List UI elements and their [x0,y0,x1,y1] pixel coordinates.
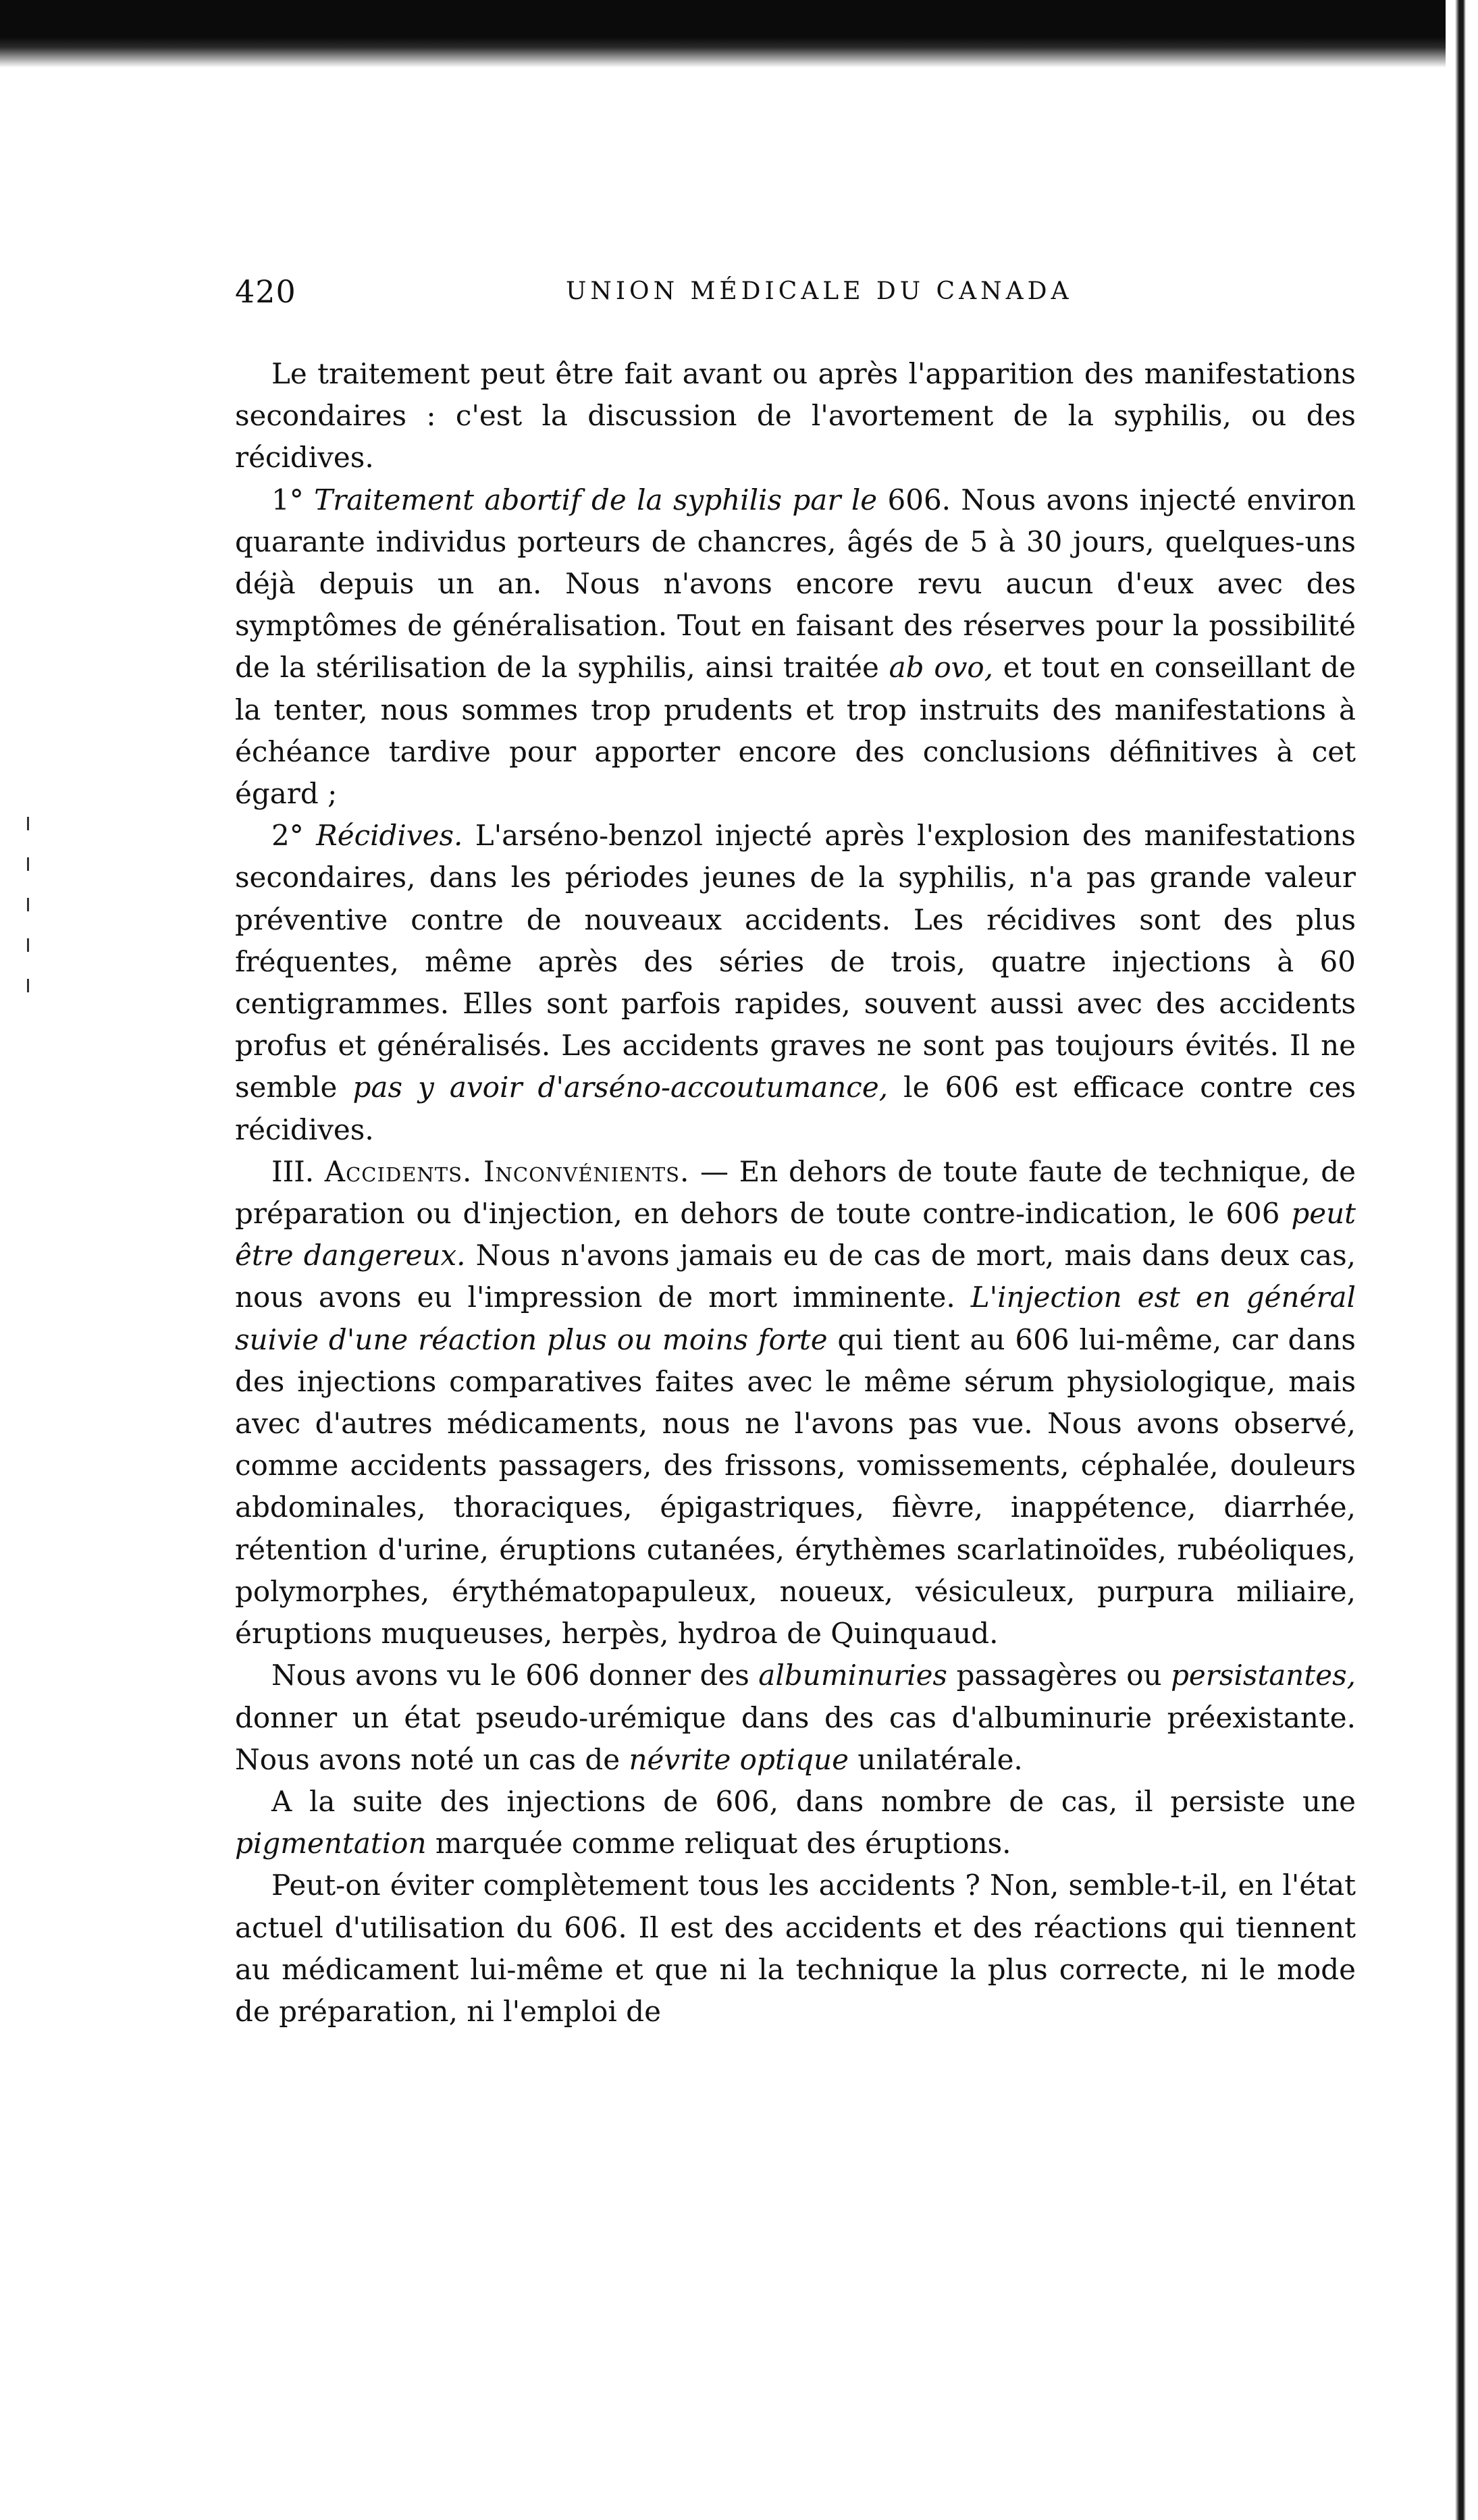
paragraph-text: — En dehors de toute faute de technique, de préparation ou d'injection, en dehors de toute contre-indication, le 606 [235,1154,1356,1231]
paragraph-text: L'arséno-benzol injecté après l'explosion des manifestations secondaires, dans les périodes jeunes de la syphilis, n'a pas grande valeur préventive contre de nouveaux accidents. Les récidives sont des plus fréquentes, même après des séries de trois, quatre injections à 60 centigrammes. Elles sont parfois rapides, souvent aussi avec des accidents profus et généralisés. Les accidents graves ne sont pas toujours évités. Il ne semble [235,819,1356,1104]
page-header [235,273,1356,321]
margin-marks [27,817,31,1033]
paragraph-text: passagères ou [947,1659,1171,1692]
body-text [235,353,1356,2033]
scan-border-right [1446,0,1478,2520]
paragraph-4 [235,1151,1356,1655]
running-head: UNION MÉDICALE DU CANADA [566,277,1073,305]
document-page [235,273,1356,2033]
paragraph-text: A la suite des injections de 606, dans nombre de cas, il persiste une [271,1784,1356,1818]
page-number: 420 [235,273,296,310]
paragraph-italic: névrite optique [629,1742,849,1776]
paragraph-italic: pas y avoir d'arséno-accoutumance, [352,1071,889,1104]
paragraph-text: donner un état pseudo-urémique dans des cas d'albuminurie préexistante. Nous avons noté un cas de [235,1700,1356,1776]
paragraph-2 [235,479,1356,815]
paragraph-italic: pigmentation [235,1827,427,1860]
paragraph-italic: peut être dangereux. [235,1197,1356,1272]
paragraph-prefix: 2° [271,819,317,853]
paragraph-text: le 606 est efficace contre ces récidives. [235,1071,1356,1146]
paragraph-text: Le traitement peut être fait avant ou après l'apparition des manifestations secondaires : c'est la discussion de l'avortement de la syphilis, ou des récidives. [235,357,1356,475]
paragraph-5 [235,1655,1356,1781]
section-heading: Accidents. Inconvénients. [324,1154,690,1188]
paragraph-7 [235,1865,1356,2033]
paragraph-italic: L'injection est en général suivie d'une réaction plus ou moins forte [235,1281,1356,1356]
scan-border-top [0,0,1478,74]
paragraph-text: Nous avons vu le 606 donner des [271,1659,759,1692]
paragraph-text: qui tient au 606 lui-même, car dans des injections comparatives faites avec le même sérum physiologique, mais avec d'autres médicaments, nous ne l'avons pas vue. Nous avons observé, comme accidents passagers, des frissons, vomissements, céphalée, douleurs abdominales, thoraciques, épigastriques, fièvre, inappétence, diarrhée, rétention d'urine, éruptions cutanées, érythèmes scarlatinoïdes, rubéoliques, polymorphes, érythématopapuleux, noueux, vésiculeux, purpura miliaire, éruptions muqueuses, herpès, hydroa de Quinquaud. [235,1322,1356,1651]
paragraph-3 [235,815,1356,1151]
paragraph-text: et tout en conseillant de la tenter, nous sommes trop prudents et trop instruits des manifestations à échéance tardive pour apporter encore des conclusions définitives à cet égard ; [235,651,1356,811]
paragraph-1 [235,353,1356,479]
paragraph-italic: albuminuries [758,1659,947,1692]
paragraph-italic: ab ovo, [889,651,993,685]
paragraph-text: unilatérale. [848,1742,1023,1776]
paragraph-text: Nous n'avons jamais eu de cas de mort, mais dans deux cas, nous avons eu l'impression de mort imminente. [235,1239,1356,1314]
paragraph-italic: Récidives. [316,819,463,853]
paragraph-text: 606. Nous avons injecté environ quarante individus porteurs de chancres, âgés de 5 à 30 jours, quelques-uns déjà depuis un an. Nous n'avons encore revu aucun d'eux avec des symptômes de généralisation. Tout en faisant des réserves pour la possibilité de la stérilisation de la syphilis, ainsi traitée [235,483,1356,685]
paragraph-italic: Traitement abortif de la syphilis par le [314,483,878,516]
paragraph-text: marquée comme reliquat des éruptions. [426,1827,1011,1860]
paragraph-6 [235,1781,1356,1865]
paragraph-prefix: 1° [271,483,315,516]
section-number: III. [271,1154,325,1188]
paragraph-italic: persistantes, [1171,1659,1356,1692]
paragraph-text: Peut-on éviter complètement tous les accidents ? Non, semble-t-il, en l'état actuel d'utilisation du 606. Il est des accidents et des réactions qui tiennent au médicament lui-même et que ni la technique la plus correcte, ni le mode de préparation, ni l'emploi de [235,1869,1356,2028]
